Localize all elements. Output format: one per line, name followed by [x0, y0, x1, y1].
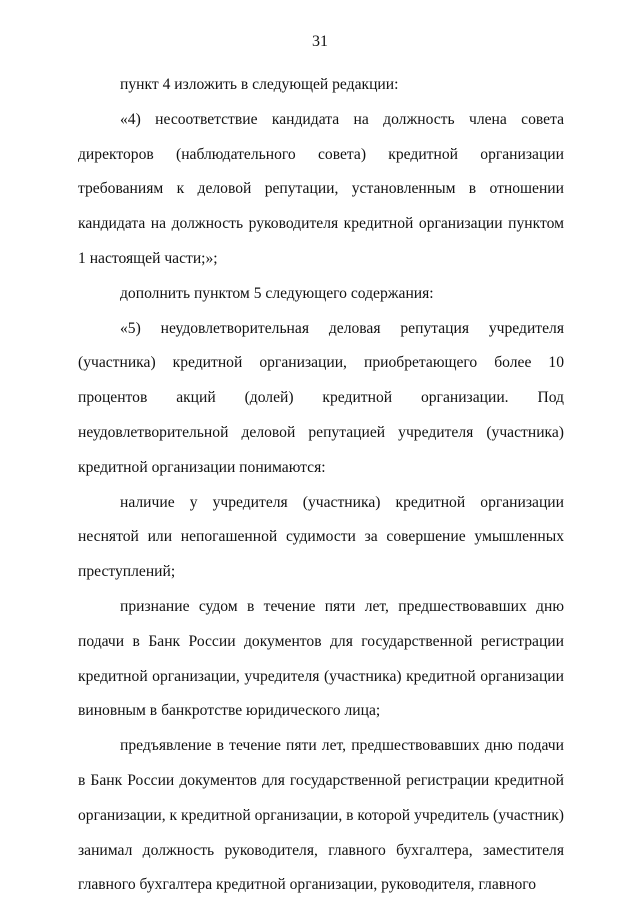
paragraph-1: пункт 4 изложить в следующей редакции: — [120, 76, 399, 93]
paragraph-5: наличие у учредителя (участника) кредитной организации неснятой или непогашенной судимости за совершение умышленных преступлений; — [78, 493, 564, 581]
paragraph-3: дополнить пунктом 5 следующего содержания: — [120, 284, 434, 302]
page-number: 31 — [312, 33, 328, 50]
paragraph-2: «4) несоответствие кандидата на должность члена совета директоров (наблюдательного совета) кредитной организации требованиям к деловой репутации, установленным в отношении кандидата на должность руководителя кредитной организации пунктом 1 настоящей части;»; — [78, 110, 564, 267]
paragraph-7: предъявление в течение пяти лет, предшествовавших дню подачи в Банк России документов для государственной регистрации кредитной организации, к кредитной организации, в которой учредитель (участник) занимал должность руководителя, главного бухгалтера, заместителя главного бухгалтера кредитной организации, руководителя, главного — [78, 737, 564, 894]
document-body — [78, 68, 564, 903]
paragraph-6: признание судом в течение пяти лет, предшествовавших дню подачи в Банк России документов для государственной регистрации кредитной организации, учредителя (участника) кредитной организации виновным в банкротстве юридического лица; — [78, 597, 564, 720]
paragraph-4: «5) неудовлетворительная деловая репутация учредителя (участника) кредитной организации, приобретающего более 10 процентов акций (долей) кредитной организации. Под неудовлетворительной деловой репутацией учредителя (участника) кредитной организации понимаются: — [78, 319, 564, 476]
